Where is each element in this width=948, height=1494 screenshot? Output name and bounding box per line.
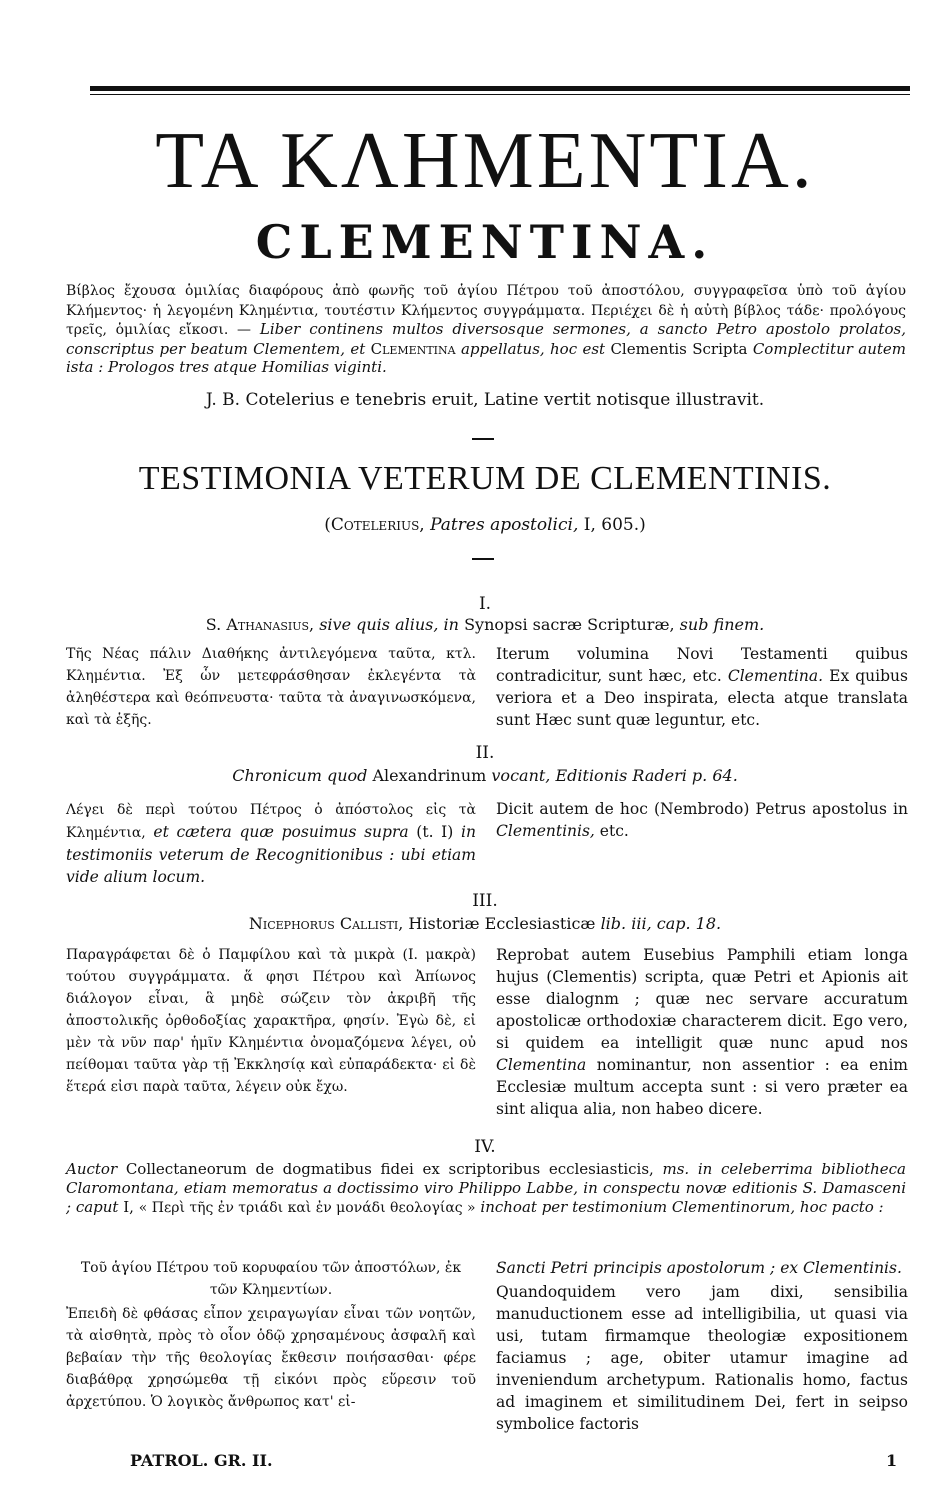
testimonia-title: TESTIMONIA VETERUM DE CLEMENTINIS. (138, 460, 832, 497)
source-ref: I, 605.) (583, 515, 646, 535)
section-heading (60, 766, 910, 786)
heading-roman: Historiæ Ecclesiasticæ (408, 914, 596, 933)
section-heading (60, 914, 910, 934)
latin-text-2: nominantur, non assentior : ea enim Ecclesiæ multum accepta sunt : si vero præter ea sint aliqua alia, non habeo dicere. (496, 1056, 908, 1118)
latin-column: Quandoquidem vero jam dixi, sensibilia manuductionem esse ad intelligibilia, ut quasi via usi, tutam firmamque theologiæ expositionem faciamus ; age, obiter utamur imagine ad inveniendum archetypum. Rationalis homo, factus ad imaginem et similitudinem Dei, fert in seipso symbolice factoris (496, 1283, 908, 1433)
heading-italic: Chronicum quod (232, 766, 368, 785)
latin-text-2: Ex quibus veriora et a Deo inspirata, electa atque translata sunt Hæc sunt quæ leguntur, etc. (496, 667, 908, 729)
intro-italic-3: inchoat per testimonium Clementinorum, hoc pacto : (480, 1198, 884, 1216)
latin-column (496, 643, 908, 731)
heading-italic-2: vocant, Editionis Raderi p. 64. (491, 766, 738, 785)
page-number: 1 (886, 1451, 898, 1470)
intro-latin-c: Clementis Scripta (610, 339, 748, 358)
greek-column: Ἐπειδὴ δὲ φθάσας εἶπον χειραγωγίαν εἶναι τῶν νοητῶν, τὰ αἰσθητὰ, πρὸς τὸ οἷον ὁδῷ χρησαμένους ἀσφαλῆ καὶ βεβαίαν τὴν τῆς θεολογίας ἔκθεσιν ποιήσασθαι· φέρε διαβάθρᾳ χρησώμεθα τῇ εἰκόνι πρὸς εὕρεσιν τοῦ ἀρχετύπου. Ὁ λογικὸς ἄνθρωπος κατ' εἰ- (66, 1306, 476, 1410)
latin-text: Iterum volumina Novi Testamenti quibus contradicitur, sunt hæc, etc. (496, 645, 908, 685)
latin-text: Dicit autem de hoc (Nembrodo) Petrus apostolus in (496, 800, 908, 818)
latin-italic: Clementina (496, 1056, 587, 1074)
heading-author: S. Athanasius, (205, 615, 315, 634)
top-rule (90, 86, 910, 91)
intro-greek: « Περὶ τῆς ἐν τριάδι καὶ ἐν μονάδι θεολογίας » (138, 1200, 476, 1216)
greek-column (66, 798, 476, 888)
separator-dash (472, 558, 494, 560)
latin-italic: Clementinis, (496, 822, 595, 840)
title-latin: CLEMENTINA. (255, 215, 715, 269)
latin-column (496, 944, 908, 1120)
greek-italic: et cætera quæ posuimus supra (153, 823, 409, 841)
section-heading (60, 615, 910, 635)
latin-text-2: etc. (599, 822, 629, 840)
greek-roman: (t. I) (416, 823, 454, 841)
section-numeral: II. (475, 743, 495, 763)
latin-text: Reprobat autem Eusebius Pamphili etiam longa hujus (Clementis) scripta, quæ Petri et Apionis ait esse dialognm ; quæ nec servare accuratum apostolicæ orthodoxiæ characterem dicit. Ego vero, si quidem ea intelligit quæ nunc apud nos (496, 946, 908, 1052)
heading-italic: sive quis alius, in (319, 615, 459, 634)
greek-column: Τῆς Νέας πάλιν Διαθήκης ἀντιλεγόμενα ταῦτα, κτλ. Κλημέντια. Ἐξ ὧν μετεφράσθησαν ἐκλεγέντα τὰ ἀληθέστερα καὶ θεόπνευστα· ταῦτα τὰ ἀναγινωσκόμενα, καὶ τὰ ἑξῆς. (66, 646, 476, 728)
section-numeral: III. (472, 891, 498, 911)
intro-latin-d: Complectitur autem ista : Prologos tres atque Homilias viginti. (66, 339, 906, 376)
title-greek: ΤΑ ΚΛΗΜΕΝΤΙΑ. (155, 117, 815, 205)
heading-italic-2: sub finem. (679, 615, 765, 634)
greek-heading: Τοῦ ἁγίου Πέτρου τοῦ κορυφαίου τῶν ἀποστόλων, ἐκ τῶν Κλημεντίων. (80, 1260, 462, 1298)
heading-roman: Alexandrinum (372, 766, 487, 785)
intro-latin-sc: Clementina (370, 339, 456, 358)
greek-column: Παραγράφεται δὲ ὁ Παμφίλου καὶ τὰ μικρὰ (Ι. μακρὰ) τούτου συγγράμματα. ἅ φησι Πέτρου καὶ Ἀπίωνος διάλογον εἶναι, ἃ μηδὲ σώζειν τὸν ἀκριβῆ τῆς ἀποστολικῆς ὀρθοδοξίας χαρακτῆρα, φησίν. Ἐγὼ δὲ, εἰ μὲν τὰ νῦν παρ' ἡμῖν Κλημέντια ὀνομαζόμενα λέγει, οὐ πείθομαι ταῦτα γὰρ τῇ Ἐκκλησίᾳ καὶ εὐπαράδεκτα· εἰ δὲ ἕτερά εἰσι παρὰ ταῦτα, λέγειν οὐκ ἔχω. (66, 947, 476, 1095)
intro-paragraph (66, 281, 906, 377)
intro-greek: Βίβλος ἔχουσα ὁμιλίας διαφόρους ἀπὸ φωνῆς τοῦ ἁγίου Πέτρου τοῦ ἀποστόλου, συγγραφεῖσα ὑπὸ τοῦ ἁγίου Κλήμεντος· ἡ λεγομένη Κλημέντια, τουτέστιν Κλήμεντος συγγράμματα. Περιέχει δὲ ἡ αὐτὴ βίβλος τάδε· προλόγους τρεῖς, ὁμιλίας εἴκοσι. — (66, 283, 906, 338)
heading-roman: Synopsi sacræ Scripturæ, (464, 615, 675, 634)
intro-italic-2: ms. in celeberrima bibliotheca Claromontana, etiam memoratus a doctissimo viro Philippo Labbe, in conspectu novæ editionis S. Damasceni ; caput (66, 1160, 906, 1216)
heading-italic-2: lib. iii, cap. 18. (600, 914, 722, 933)
separator-dash (472, 438, 494, 440)
section-numeral: IV. (474, 1137, 496, 1157)
intro-italic: Auctor (66, 1160, 118, 1178)
heading-author: Nicephorus Callisti, (248, 914, 404, 933)
intro-roman-2: I, (123, 1198, 134, 1216)
greek-text: Λέγει δὲ περὶ τούτου Πέτρος ὁ ἀπόστολος εἰς τὰ Κλημέντια, (66, 802, 476, 841)
latin-column (496, 798, 908, 842)
footer-signature: PATROL. GR. II. (130, 1451, 273, 1470)
intro-latin-a: Liber continens multos diversosque sermones, a sancto Petro apostolo prolatos, conscriptus per beatum Clementem, et (66, 320, 906, 358)
source-work: Patres apostolici, (430, 515, 579, 535)
greek-italic-2: in testimoniis veterum de Recognitionibus : ubi etiam vide alium locum. (66, 823, 476, 886)
testimonia-source (60, 514, 910, 536)
latin-italic: Clementina. (727, 667, 824, 685)
section-intro (66, 1160, 906, 1218)
cotelerius-line: J. B. Cotelerius e tenebris eruit, Latine vertit notisque illustravit. (205, 390, 765, 410)
top-rule-thin (90, 94, 910, 95)
latin-heading: Sancti Petri principis apostolorum ; ex Clementinis. (496, 1259, 902, 1277)
section-numeral: I. (478, 594, 492, 614)
intro-latin-b: appellatus, hoc est (460, 339, 606, 358)
intro-roman: Collectaneorum de dogmatibus fidei ex scriptoribus ecclesiasticis, (125, 1160, 654, 1178)
source-name: (Cotelerius, (324, 515, 425, 535)
